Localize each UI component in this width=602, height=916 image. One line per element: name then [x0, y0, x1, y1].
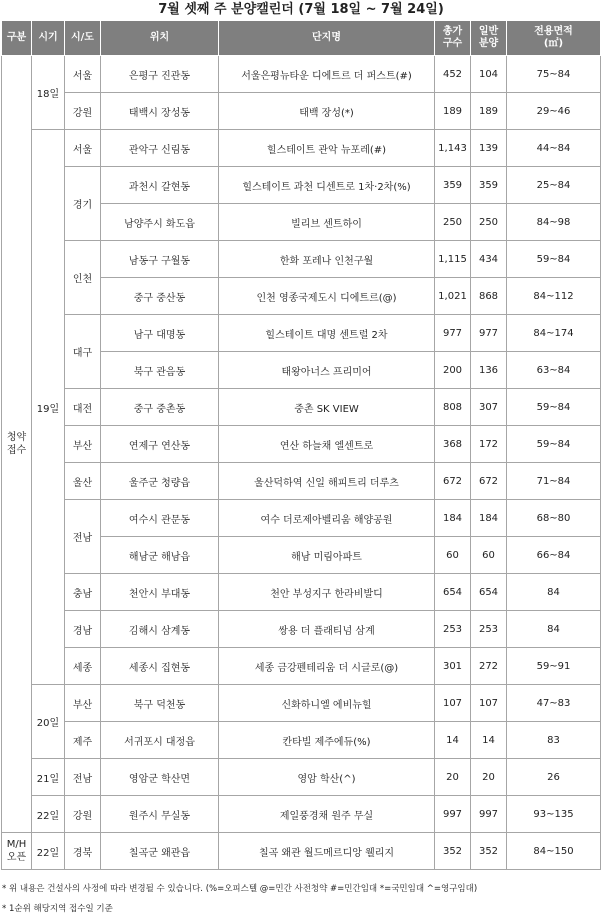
complex-cell: 태왕아너스 프리미어 — [219, 352, 435, 389]
header-general — [471, 21, 507, 56]
total-cell: 301 — [435, 648, 471, 685]
header-region: 시/도 — [65, 21, 101, 56]
location-cell: 김해시 삼계동 — [101, 611, 219, 648]
header-date: 시기 — [32, 21, 65, 56]
complex-cell: 여수 더로제아벨리움 해양공원 — [219, 500, 435, 537]
location-cell: 여수시 관문동 — [101, 500, 219, 537]
region-cell: 울산 — [65, 463, 101, 500]
page-title: 7월 셋째 주 분양캘린더 (7월 18일 ~ 7월 24일) — [158, 2, 444, 17]
region-cell: 인천 — [65, 241, 101, 315]
table-row — [2, 426, 601, 463]
area-cell: 93~135 — [507, 796, 601, 833]
table-row — [2, 759, 601, 796]
date-cell: 18일 — [32, 56, 65, 130]
total-cell: 184 — [435, 500, 471, 537]
table-row — [2, 463, 601, 500]
header-general-line1: 일반 — [478, 26, 499, 37]
location-cell: 남양주시 화도읍 — [101, 204, 219, 241]
general-cell: 136 — [471, 352, 507, 389]
total-cell: 808 — [435, 389, 471, 426]
complex-cell: 연산 하늘채 엘센트로 — [219, 426, 435, 463]
date-cell: 22일 — [32, 796, 65, 833]
total-cell: 1,021 — [435, 278, 471, 315]
location-cell: 북구 관음동 — [101, 352, 219, 389]
general-cell: 359 — [471, 167, 507, 204]
total-cell: 352 — [435, 833, 471, 870]
category-line2: 접수 — [6, 445, 27, 456]
total-cell: 977 — [435, 315, 471, 352]
complex-cell: 세종 금강펜테리움 더 시글로(@) — [219, 648, 435, 685]
area-cell: 83 — [507, 722, 601, 759]
area-cell: 59~84 — [507, 426, 601, 463]
general-cell: 104 — [471, 56, 507, 93]
general-cell: 20 — [471, 759, 507, 796]
region-cell: 전남 — [65, 759, 101, 796]
complex-cell: 천안 부성지구 한라비발디 — [219, 574, 435, 611]
complex-cell: 칠곡 왜관 월드메르디앙 웰리지 — [219, 833, 435, 870]
area-cell: 25~84 — [507, 167, 601, 204]
complex-cell: 제일풍경채 원주 무실 — [219, 796, 435, 833]
total-cell: 200 — [435, 352, 471, 389]
general-cell: 107 — [471, 685, 507, 722]
complex-cell: 서울은평뉴타운 디에트르 더 퍼스트(#) — [219, 56, 435, 93]
location-cell: 남동구 구월동 — [101, 241, 219, 278]
total-cell: 189 — [435, 93, 471, 130]
header-area-line2: (㎡) — [543, 38, 564, 49]
general-cell: 352 — [471, 833, 507, 870]
total-cell: 253 — [435, 611, 471, 648]
table-row — [2, 796, 601, 833]
area-cell: 47~83 — [507, 685, 601, 722]
total-cell: 359 — [435, 167, 471, 204]
general-cell: 14 — [471, 722, 507, 759]
header-area — [507, 21, 601, 56]
location-cell: 북구 덕천동 — [101, 685, 219, 722]
area-cell: 63~84 — [507, 352, 601, 389]
region-cell: 전남 — [65, 500, 101, 574]
area-cell: 84 — [507, 574, 601, 611]
date-cell: 19일 — [32, 130, 65, 685]
general-cell: 434 — [471, 241, 507, 278]
general-cell: 250 — [471, 204, 507, 241]
area-cell: 26 — [507, 759, 601, 796]
total-cell: 20 — [435, 759, 471, 796]
location-cell: 연제구 연산동 — [101, 426, 219, 463]
total-cell: 60 — [435, 537, 471, 574]
complex-cell: 한화 포레나 인천구월 — [219, 241, 435, 278]
category-line1: M/H — [6, 839, 27, 850]
footnote-basis: * 1순위 해당지역 접수일 기준 — [2, 904, 113, 914]
total-cell: 997 — [435, 796, 471, 833]
area-cell: 84~150 — [507, 833, 601, 870]
area-cell: 59~84 — [507, 241, 601, 278]
region-cell: 경남 — [65, 611, 101, 648]
region-cell: 대전 — [65, 389, 101, 426]
complex-cell: 힐스테이트 과천 디센트로 1차·2차(%) — [219, 167, 435, 204]
location-cell: 해남군 해남읍 — [101, 537, 219, 574]
general-cell: 977 — [471, 315, 507, 352]
complex-cell: 신화하니엘 에비뉴힐 — [219, 685, 435, 722]
general-cell: 60 — [471, 537, 507, 574]
footnote-legend: * 위 내용은 건설사의 사정에 따라 변경될 수 있습니다. (%=오피스텔 @=민간 사전청약 #=민간임대 *=국민임대 ^=영구임대) — [2, 884, 478, 894]
general-cell: 253 — [471, 611, 507, 648]
total-cell: 1,143 — [435, 130, 471, 167]
region-cell: 강원 — [65, 93, 101, 130]
table-row — [2, 167, 601, 204]
table-row — [2, 685, 601, 722]
location-cell: 과천시 갈현동 — [101, 167, 219, 204]
total-cell: 107 — [435, 685, 471, 722]
location-cell: 원주시 무실동 — [101, 796, 219, 833]
location-cell: 중구 중산동 — [101, 278, 219, 315]
region-cell: 세종 — [65, 648, 101, 685]
total-cell: 654 — [435, 574, 471, 611]
table-row — [2, 56, 601, 93]
location-cell: 중구 중촌동 — [101, 389, 219, 426]
header-category: 구분 — [2, 21, 32, 56]
complex-cell: 인천 영종국제도시 디에트르(@) — [219, 278, 435, 315]
complex-cell: 힐스테이트 관악 뉴포레(#) — [219, 130, 435, 167]
area-cell: 29~46 — [507, 93, 601, 130]
complex-cell: 해남 미림아파트 — [219, 537, 435, 574]
area-cell: 59~91 — [507, 648, 601, 685]
area-cell: 84~174 — [507, 315, 601, 352]
general-cell: 139 — [471, 130, 507, 167]
table-row — [2, 315, 601, 352]
location-cell: 태백시 장성동 — [101, 93, 219, 130]
table-row — [2, 93, 601, 130]
date-cell: 20일 — [32, 685, 65, 759]
region-cell: 제주 — [65, 722, 101, 759]
region-cell: 대구 — [65, 315, 101, 389]
header-total-line2: 구수 — [442, 38, 463, 49]
table-row — [2, 574, 601, 611]
general-cell: 172 — [471, 426, 507, 463]
category-line2: 오픈 — [6, 852, 27, 863]
table-row — [2, 130, 601, 167]
table-row — [2, 389, 601, 426]
table-row — [2, 611, 601, 648]
region-cell: 경북 — [65, 833, 101, 870]
total-cell: 452 — [435, 56, 471, 93]
complex-cell: 울산덕하역 신일 해피트리 더루츠 — [219, 463, 435, 500]
category-line1: 청약 — [6, 432, 27, 443]
category-mh-open — [2, 833, 32, 870]
area-cell: 66~84 — [507, 537, 601, 574]
table-row — [2, 241, 601, 278]
general-cell: 672 — [471, 463, 507, 500]
location-cell: 세종시 집현동 — [101, 648, 219, 685]
area-cell: 59~84 — [507, 389, 601, 426]
total-cell: 672 — [435, 463, 471, 500]
area-cell: 75~84 — [507, 56, 601, 93]
date-cell: 21일 — [32, 759, 65, 796]
category-cheongyak — [2, 56, 32, 833]
location-cell: 울주군 청량읍 — [101, 463, 219, 500]
general-cell: 189 — [471, 93, 507, 130]
region-cell: 충남 — [65, 574, 101, 611]
calendar-table — [1, 20, 601, 870]
area-cell: 68~80 — [507, 500, 601, 537]
total-cell: 14 — [435, 722, 471, 759]
region-cell: 서울 — [65, 130, 101, 167]
location-cell: 은평구 진관동 — [101, 56, 219, 93]
location-cell: 남구 대명동 — [101, 315, 219, 352]
area-cell: 84~98 — [507, 204, 601, 241]
area-cell: 84~112 — [507, 278, 601, 315]
complex-cell: 칸타빌 제주에듀(%) — [219, 722, 435, 759]
region-cell: 경기 — [65, 167, 101, 241]
region-cell: 부산 — [65, 685, 101, 722]
total-cell: 1,115 — [435, 241, 471, 278]
header-total-line1: 총가 — [442, 26, 463, 37]
general-cell: 654 — [471, 574, 507, 611]
table-row — [2, 500, 601, 537]
header-row — [2, 21, 601, 56]
total-cell: 368 — [435, 426, 471, 463]
general-cell: 184 — [471, 500, 507, 537]
general-cell: 307 — [471, 389, 507, 426]
location-cell: 천안시 부대동 — [101, 574, 219, 611]
area-cell: 84 — [507, 611, 601, 648]
header-location: 위치 — [101, 21, 219, 56]
region-cell: 부산 — [65, 426, 101, 463]
complex-cell: 중촌 SK VIEW — [219, 389, 435, 426]
general-cell: 997 — [471, 796, 507, 833]
complex-cell: 쌍용 더 플래티넘 삼계 — [219, 611, 435, 648]
date-cell: 22일 — [32, 833, 65, 870]
header-area-line1: 전용면적 — [534, 26, 573, 37]
location-cell: 관악구 신림동 — [101, 130, 219, 167]
general-cell: 272 — [471, 648, 507, 685]
complex-cell: 영암 학산(^) — [219, 759, 435, 796]
table-row — [2, 833, 601, 870]
area-cell: 44~84 — [507, 130, 601, 167]
location-cell: 영암군 학산면 — [101, 759, 219, 796]
location-cell: 서귀포시 대정읍 — [101, 722, 219, 759]
complex-cell: 빌리브 센트하이 — [219, 204, 435, 241]
region-cell: 서울 — [65, 56, 101, 93]
general-cell: 868 — [471, 278, 507, 315]
header-complex: 단지명 — [219, 21, 435, 56]
table-row — [2, 722, 601, 759]
region-cell: 강원 — [65, 796, 101, 833]
complex-cell: 태백 장성(*) — [219, 93, 435, 130]
area-cell: 71~84 — [507, 463, 601, 500]
complex-cell: 힐스테이트 대명 센트럴 2차 — [219, 315, 435, 352]
total-cell: 250 — [435, 204, 471, 241]
header-general-line2: 분양 — [478, 38, 499, 49]
location-cell: 칠곡군 왜관읍 — [101, 833, 219, 870]
header-total — [435, 21, 471, 56]
table-row — [2, 648, 601, 685]
